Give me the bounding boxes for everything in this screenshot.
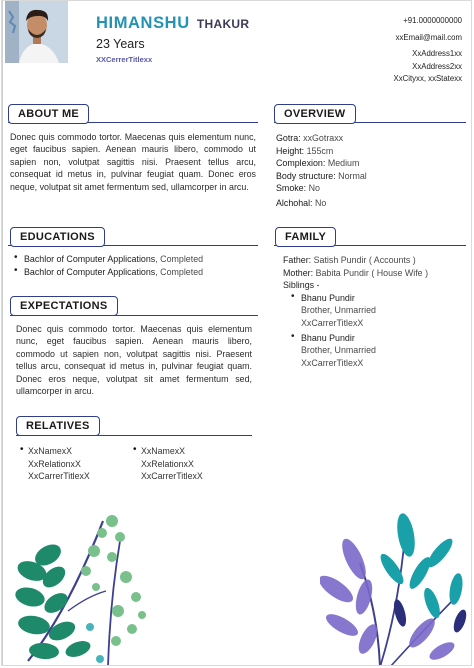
sibling-item: • Bhanu Pundir Brother, Unmarried XxCarrerTitlexX	[291, 292, 428, 330]
about-text: Donec quis commodo tortor. Maecenas quis elementum nunc, eget faucibus sapien. Aenean mauris libero, commodo ut sapien non, volutpat sagittis nisi. Praesent tellus arcu, consequat id metus in, pulvinar feugiat quam. Donec eros neque, volutpat sit amet fermentum sed, ullamcorper in arcu.	[10, 132, 256, 192]
career-title: XXCerrerTitlexx	[96, 55, 153, 64]
contact-block	[394, 15, 462, 86]
overview-alcohol: Alchohal: No	[276, 197, 327, 208]
overview-complexion: Complexion: Medium	[276, 158, 360, 169]
relative-item: • XxNamexX XxRelationxX XxCarrerTitlexX	[133, 445, 203, 483]
relative-item: • XxNamexX XxRelationxX XxCarrerTitlexX	[20, 445, 90, 483]
phone-number: +91.0000000000	[403, 16, 462, 25]
education-list	[14, 253, 203, 278]
education-item: • Bachlor of Computer Applications, Completed	[14, 266, 203, 279]
relatives-heading: RELATIVES	[16, 416, 100, 436]
overview-gotra: Gotra: xxGotraxx	[276, 133, 344, 143]
education-item: • Bachlor of Computer Applications, Completed	[14, 253, 203, 266]
overview-body: Body structure: Normal	[276, 170, 367, 181]
profile-photo-icon	[5, 1, 68, 63]
full-name	[96, 14, 249, 33]
address-line-2: XxAddress2xx	[412, 61, 462, 71]
address-city-state: XxCityxx, xxStatexx	[393, 74, 462, 84]
family-details	[283, 254, 428, 369]
address-line-1: XxAddress1xx	[412, 49, 462, 59]
page-border	[2, 1, 3, 665]
purple-teal-leaf-icon	[320, 513, 470, 666]
overview-list	[276, 132, 367, 210]
green-leaf-branch-icon	[8, 511, 158, 666]
age-text: 23 Years	[96, 37, 145, 51]
overview-heading: OVERVIEW	[274, 104, 356, 124]
family-heading: FAMILY	[275, 227, 336, 247]
expectations-text: Donec quis commodo tortor. Maecenas quis elementum nunc, eget faucibus sapien. Aenean mauris libero, commodo ut sapien non, volutpat sagittis nisi. Praesent tellus arcu, consequat id metus in, pulvinar feugiat quam. Donec eros neque, volutpat sit amet fermentum sed, ullamcorper in arcu.	[16, 324, 252, 397]
overview-smoke: Smoke: No	[276, 183, 320, 194]
about-heading: ABOUT ME	[8, 104, 89, 124]
first-name: HIMANSHU	[96, 14, 190, 32]
biodata-page	[1, 0, 472, 666]
sibling-item: • Bhanu Pundir Brother, Unmarried XxCarrerTitlexX	[291, 332, 428, 370]
overview-height: Height: 155cm	[276, 145, 334, 156]
profile-photo	[5, 1, 68, 63]
expectations-heading: EXPECTATIONS	[10, 296, 118, 316]
siblings-label: Siblings -	[283, 280, 320, 291]
education-heading: EDUCATIONS	[10, 227, 105, 247]
last-name: THAKUR	[196, 17, 250, 31]
mother-line: Mother: Babita Pundir ( House Wife )	[283, 267, 429, 278]
email-address: xxEmail@mail.com	[395, 32, 462, 42]
father-line: Father: Satish Pundir ( Accounts )	[283, 255, 416, 265]
